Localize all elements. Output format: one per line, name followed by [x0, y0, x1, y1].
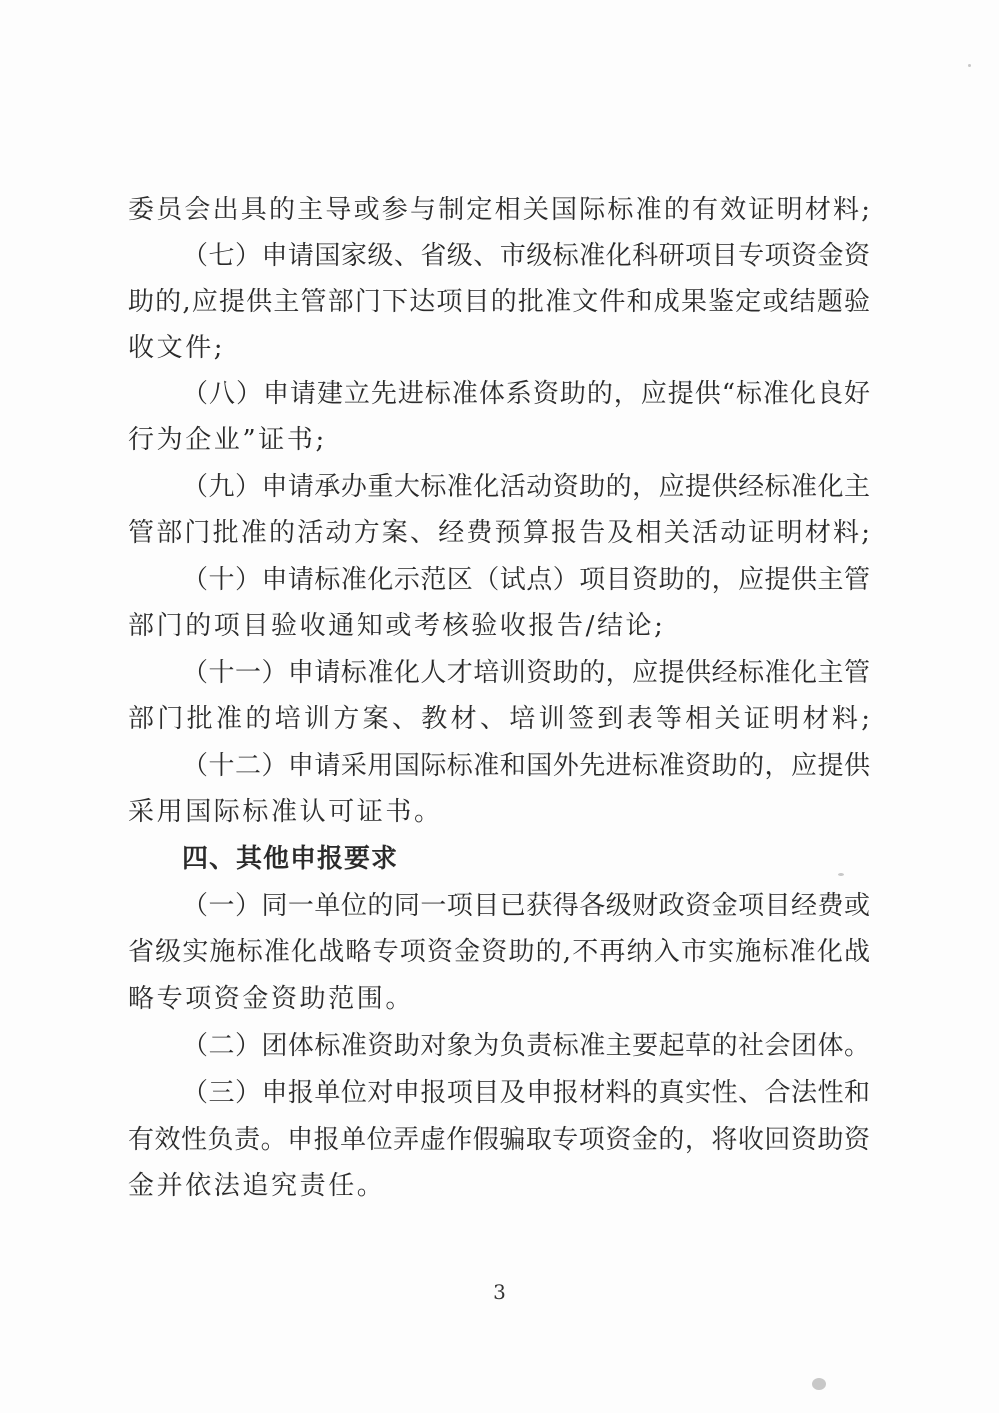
paragraph-line: （三）申报单位对申报项目及申报材料的真实性、合法性和	[182, 1078, 870, 1108]
paragraph-line: （十二）申请采用国际标准和国外先进标准资助的，应提供	[182, 751, 870, 781]
paragraph-line: （九）申请承办重大标准化活动资助的，应提供经标准化主	[182, 472, 870, 502]
paragraph-line: 管部门批准的活动方案、经费预算报告及相关活动证明材料;	[128, 518, 870, 548]
paragraph-line: （十一）申请标准化人才培训资助的，应提供经标准化主管	[182, 658, 870, 688]
paragraph-line: 采用国际标准认可证书。	[128, 797, 443, 827]
paragraph-line: 有效性负责。申报单位弄虚作假骗取专项资金的，将收回资助资	[128, 1125, 870, 1155]
scan-speck	[812, 1378, 826, 1390]
scan-speck	[968, 64, 971, 67]
section-heading: 四、其他申报要求	[182, 844, 399, 874]
paragraph-line: 省级实施标准化战略专项资金资助的,不再纳入市实施标准化战	[128, 937, 870, 967]
paragraph-line: （七）申请国家级、省级、市级标准化科研项目专项资金资	[182, 241, 870, 271]
paragraph-line: 略专项资金资助范围。	[128, 984, 415, 1014]
paragraph-line: （一）同一单位的同一项目已获得各级财政资金项目经费或	[182, 891, 870, 921]
paragraph-line: 部门批准的培训方案、教材、培训签到表等相关证明材料;	[128, 704, 870, 734]
paragraph-line: （十）申请标准化示范区（试点）项目资助的，应提供主管	[182, 565, 870, 595]
paragraph-line: 委员会出具的主导或参与制定相关国际标准的有效证明材料;	[128, 195, 870, 225]
paragraph-line: 行为企业”证书;	[128, 425, 327, 455]
paragraph-line: 金并依法追究责任。	[128, 1171, 386, 1201]
paragraph-line: 助的,应提供主管部门下达项目的批准文件和成果鉴定或结题验	[128, 287, 870, 317]
scan-speck	[838, 873, 844, 876]
paragraph-line: 收文件;	[128, 333, 226, 363]
paragraph-line: 部门的项目验收通知或考核验收报告/结论;	[128, 611, 666, 641]
page-number: 3	[493, 1280, 506, 1304]
paragraph-line: （二）团体标准资助对象为负责标准主要起草的社会团体。	[182, 1031, 870, 1061]
paragraph-line: （八）申请建立先进标准体系资助的，应提供“标准化良好	[182, 379, 870, 409]
